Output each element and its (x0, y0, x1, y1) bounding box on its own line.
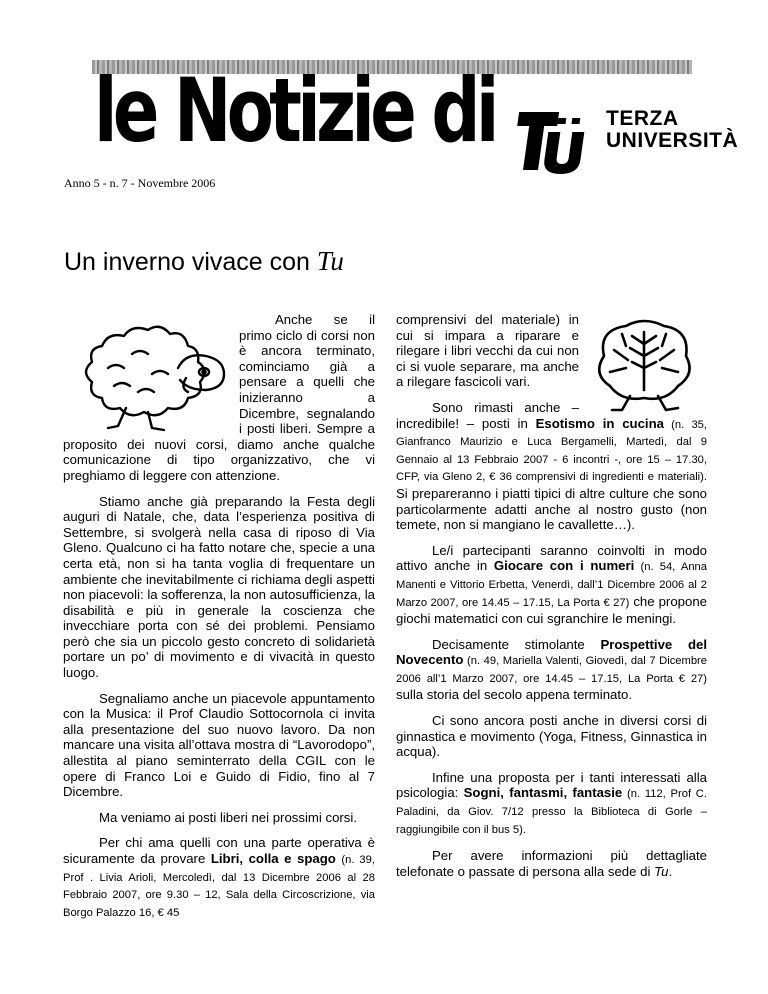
paragraph-text: . (668, 863, 673, 879)
right-paragraph-1 (396, 400, 707, 533)
paragraph-text: Le/i partecipanti saranno coinvolti in modo attivo anche in (396, 542, 707, 574)
paragraph-text: Per chi ama quelli con una parte operativa è sicuramente da provare (63, 835, 375, 866)
course-title-esotismo: Esotismo in cucina (535, 415, 664, 431)
masthead-title: le Notizie di (94, 59, 495, 162)
masthead (92, 56, 739, 176)
course-details-sogni: (n. 112, Prof C. Paladini, da Giov. 7/12 presso la Biblioteca di Gorle – raggiungibile con il bus 5). (396, 788, 707, 836)
headline-tu: Tu (316, 246, 344, 276)
right-paragraph-5 (396, 770, 707, 838)
paragraph-text: Sono rimasti anche – incredibile! – posti in (396, 399, 579, 431)
snowflake-character-icon (584, 318, 704, 412)
paragraph-text: Si prepareranno i piatti tipici di altre culture che sono particolarmente adatti anche al nostro gusto (non temete, non si mangiano le cavallette…). (396, 485, 707, 533)
left-paragraph-4: Ma veniamo ai posti liberi nei prossimi corsi. (99, 809, 357, 825)
university-line-2: UNIVERSITÀ (606, 129, 739, 152)
paragraph-text: Per avere informazioni più dettagliate telefonate o passate di persona alla sede di (396, 848, 707, 879)
paragraph-text: che propone giochi matematici con cui sgranchire le meningi. (396, 593, 707, 627)
right-paragraph-3 (396, 637, 707, 703)
course-details-esotismo: (n. 35, Gianfranco Maurizio e Luca Bergamelli, Martedì, dal 9 Gennaio al 13 Febbraio 2007 - 6 incontri -, ore 15 – 17.30, CFP, via Gleno 2, € 36 comprensivi di ingredienti e materiali). (396, 418, 708, 484)
right-paragraph-4: Ci sono ancora posti anche in diversi corsi di ginnastica e movimento (Yoga, Fitness, Ginnastica in acqua). (396, 713, 707, 760)
right-paragraph-0: comprensivi del materiale) in cui si impara a riparare e rilegare i libri vecchi da cui non ci si vuole separare, ma anche a rilegare fascicoli vari. (396, 312, 579, 390)
course-title-sogni: Sogni, fantasmi, fantasie (463, 785, 623, 801)
course-title-novecento: Prospettive del Novecento (396, 636, 707, 668)
right-paragraph-2 (396, 543, 707, 627)
paragraph-text: Decisamente stimolante (432, 636, 601, 652)
right-paragraph-6 (396, 848, 707, 879)
tu-logo-icon (512, 106, 598, 176)
course-title-libri: Libri, colla e spago (210, 851, 336, 866)
left-paragraph-3: Segnaliamo anche un piacevole appuntamento con la Musica: il Prof Claudio Sottocornola ci invita alla presentazione del suo nuovo lavoro. Da non mancare una visita all’ottava mostra di “Lavorodopo”, allestita al piano seminterrato della CGIL con le opere di Franco Loi e Guido di Fidio, fino al 7 Dicembre. (63, 690, 375, 800)
left-paragraph-5 (63, 835, 375, 921)
course-title-numeri: Giocare con i numeri (493, 558, 635, 574)
left-paragraph-1: Anche se il primo ciclo di corsi non è ancora terminato, cominciamo già a pensare a quelli che inizieranno a Dicembre, segnalando i posti liberi. Sempre a proposito dei nuovi corsi, diamo anche qualche comunicazione di tipo organizzativo, che vi preghiamo di leggere con attenzione. (63, 312, 375, 483)
paragraph-text: sulla storia del secolo appena terminato. (396, 687, 633, 703)
course-details-numeri: (n. 54, Anna Manenti e Vittorio Erbetta, Venerdì, dall’1 Dicembre 2006 al 2 Marzo 2007, ore 14.45 – 17.15, La Porta € 27) (396, 561, 707, 609)
university-line-1: TERZA (606, 107, 679, 130)
sheep-illustration-icon (68, 318, 228, 436)
left-paragraph-2: Stiamo anche già preparando la Festa degli auguri di Natale, che, data l’esperienza positiva di Settembre, si svolgerà nella casa di riposo di Via Gleno. Qualcuno ci ha fatto notare che, specie a una certa età, non si ha tanta voglia di frequentare un ambiente che inevitabilmente ci richiama degli aspetti non piacevoli: la sofferenza, la non autosufficienza, la disabilità e più in generale la coscienza che invecchiare porta con sé dei problemi. Pensiamo però che sia un piccolo gesto concreto di solidarietà portare un po’ di movimento e di vivacità in questo luogo. (63, 493, 375, 681)
masthead-university-name (606, 108, 738, 152)
tu-italic: Tu (654, 863, 669, 879)
course-details-libri: (n. 39, Prof . Livia Arioli, Mercoledì, dal 13 Dicembre 2006 al 28 Febbraio 2007, ore 9.30 – 12, Sala della Circoscrizione, via Borgo Palazzo 16, € 45 (63, 854, 375, 919)
headline-text: Un inverno vivace con (64, 248, 317, 276)
paragraph-text: Infine una proposta per i tanti interessati alla psicologia: (396, 769, 707, 801)
course-details-novecento: (n. 49, Mariella Valenti, Giovedì, dal 7 Dicembre 2006 all’1 Marzo 2007, ore 14.45 – 17.15, La Porta € 27) (396, 655, 707, 685)
article-headline (64, 246, 344, 277)
issue-line: Anno 5 - n. 7 - Novembre 2006 (64, 176, 216, 190)
